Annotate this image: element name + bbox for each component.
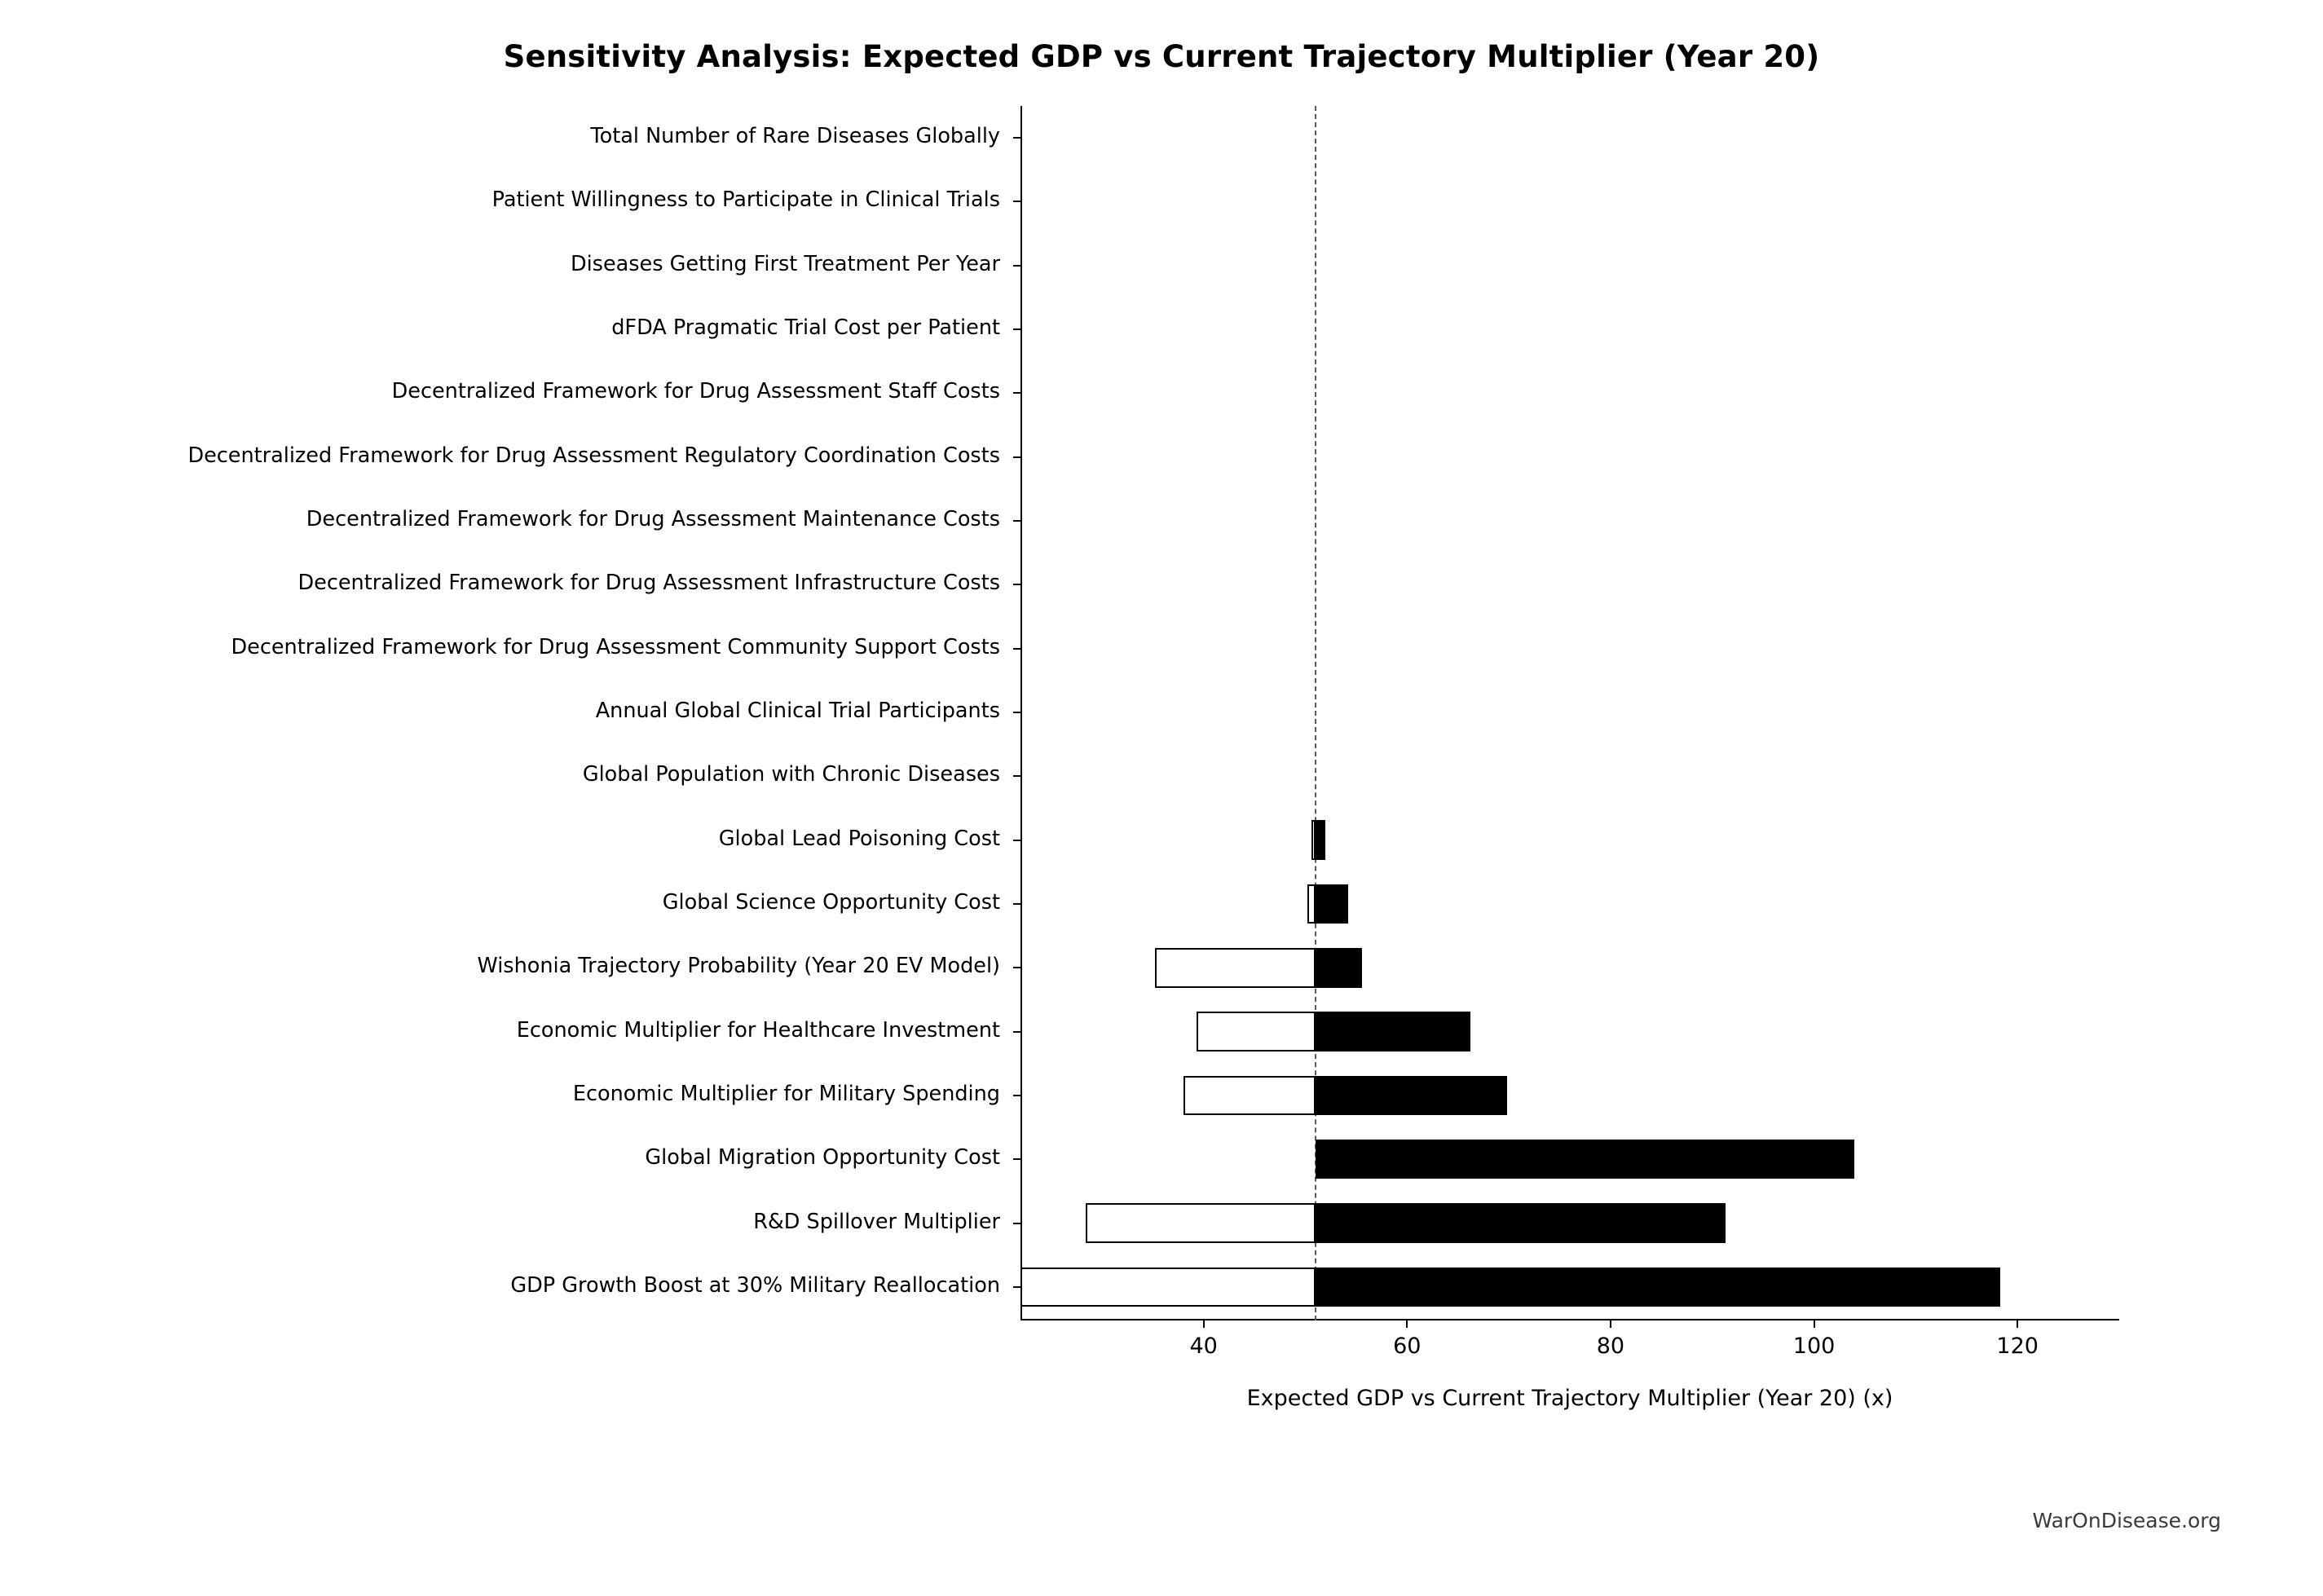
chart-title: Sensitivity Analysis: Expected GDP vs Current Trajectory Multiplier (Year 20)	[503, 39, 1820, 74]
y-axis-tick	[1013, 648, 1020, 650]
y-axis-label: Wishonia Trajectory Probability (Year 20 EV Model)	[477, 954, 1000, 979]
y-axis-tick	[1013, 1223, 1020, 1224]
y-axis-label: Global Migration Opportunity Cost	[645, 1145, 1000, 1171]
x-axis-tick	[1814, 1320, 1815, 1328]
bar-high	[1316, 1076, 1507, 1116]
bar-high	[1316, 820, 1325, 860]
y-axis-tick	[1013, 584, 1020, 585]
x-axis-tick	[1406, 1320, 1408, 1328]
x-axis-tick	[1610, 1320, 1611, 1328]
bar-high	[1316, 1268, 2000, 1307]
x-axis-tick-label: 80	[1596, 1334, 1625, 1359]
y-axis-label: dFDA Pragmatic Trial Cost per Patient	[611, 315, 1000, 341]
y-axis-tick	[1013, 1158, 1020, 1160]
bar-low	[1307, 884, 1316, 924]
y-axis-tick	[1013, 712, 1020, 713]
y-axis-tick	[1013, 137, 1020, 139]
x-axis-line	[1020, 1319, 2119, 1320]
x-axis-tick	[1203, 1320, 1205, 1328]
y-axis-label: GDP Growth Boost at 30% Military Reallocation	[510, 1272, 1000, 1298]
y-axis-label: Economic Multiplier for Military Spending	[572, 1081, 1000, 1106]
x-axis-tick-label: 60	[1393, 1334, 1422, 1359]
plot-area	[1020, 106, 2119, 1319]
y-axis-label: Global Lead Poisoning Cost	[718, 826, 1000, 851]
bar-high	[1316, 1012, 1470, 1052]
x-axis-tick-label: 120	[1996, 1334, 2039, 1359]
y-axis-tick	[1013, 201, 1020, 202]
y-axis-tick	[1013, 265, 1020, 267]
x-axis-tick	[2017, 1320, 2018, 1328]
bar-low	[1155, 948, 1316, 988]
x-axis-tick-label: 100	[1792, 1334, 1836, 1359]
y-axis-tick	[1013, 1095, 1020, 1096]
y-axis-tick	[1013, 1031, 1020, 1033]
watermark: WarOnDisease.org	[2032, 1509, 2221, 1532]
y-axis-label: Economic Multiplier for Healthcare Investment	[516, 1017, 1000, 1043]
bar-high	[1316, 1140, 1855, 1179]
y-axis-label: Decentralized Framework for Drug Assessment Staff Costs	[391, 379, 1000, 404]
y-axis-label: Patient Willingness to Participate in Clinical Trials	[491, 187, 1000, 213]
y-axis-tick	[1013, 775, 1020, 777]
bar-low	[1184, 1076, 1316, 1116]
y-axis-label: Annual Global Clinical Trial Participants	[595, 699, 1000, 723]
y-axis-label: Diseases Getting First Treatment Per Year	[570, 251, 1000, 276]
bar-low	[1197, 1012, 1316, 1052]
y-axis-label: Decentralized Framework for Drug Assessment Infrastructure Costs	[298, 571, 1000, 596]
y-axis-tick	[1013, 967, 1020, 968]
y-axis-label: R&D Spillover Multiplier	[753, 1209, 1000, 1234]
bar-high	[1316, 884, 1348, 924]
y-axis-label: Total Number of Rare Diseases Globally	[590, 124, 1000, 149]
bar-high	[1316, 1203, 1726, 1243]
y-axis-label: Decentralized Framework for Drug Assessment Community Support Costs	[231, 634, 1000, 659]
y-axis-tick	[1013, 840, 1020, 841]
x-axis-title: Expected GDP vs Current Trajectory Multiplier (Year 20) (x)	[1246, 1386, 1893, 1411]
bar-high	[1316, 948, 1362, 988]
bar-low	[1086, 1203, 1316, 1243]
bar-low	[1020, 1268, 1316, 1307]
x-axis-tick-label: 40	[1189, 1334, 1218, 1359]
y-axis-label: Global Population with Chronic Diseases	[582, 762, 1000, 787]
y-axis-label: Global Science Opportunity Cost	[662, 889, 1000, 915]
y-axis-tick	[1013, 392, 1020, 394]
y-axis-tick	[1013, 520, 1020, 522]
y-axis-label: Decentralized Framework for Drug Assessment Maintenance Costs	[306, 507, 1000, 532]
y-axis-label: Decentralized Framework for Drug Assessment Regulatory Coordination Costs	[187, 443, 1000, 468]
y-axis-tick	[1013, 903, 1020, 905]
y-axis-tick	[1013, 1286, 1020, 1288]
y-axis-tick	[1013, 456, 1020, 458]
y-axis-tick	[1013, 328, 1020, 330]
